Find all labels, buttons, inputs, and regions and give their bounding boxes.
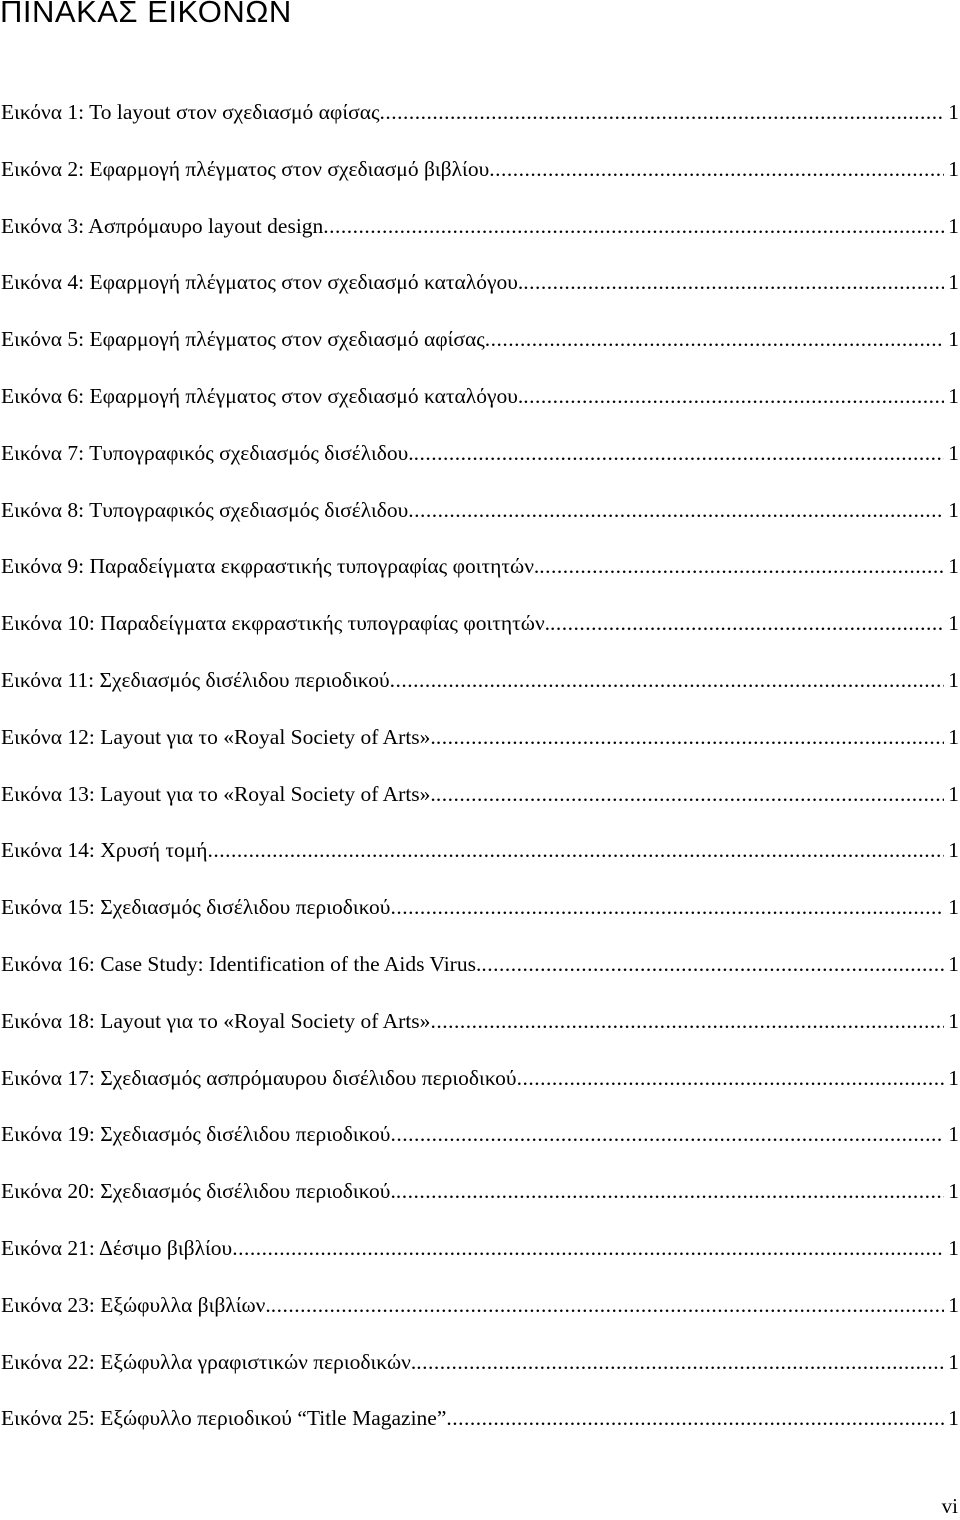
toc-entry[interactable] [0, 838, 960, 895]
toc-entry-page: 1 [948, 270, 959, 295]
figure-index-list [0, 100, 960, 1463]
toc-dot-leader [208, 838, 945, 863]
toc-entry-page: 1 [948, 781, 959, 806]
toc-entry-label: Εικόνα 6: Εφαρμογή πλέγματος στον σχεδιασμό καταλόγου. [1, 383, 524, 408]
toc-entry[interactable] [0, 441, 960, 498]
toc-entry[interactable] [0, 498, 960, 555]
toc-entry[interactable] [0, 1350, 960, 1407]
toc-entry-page: 1 [948, 440, 959, 465]
toc-dot-leader [539, 554, 944, 579]
toc-entry-page: 1 [948, 1349, 959, 1374]
toc-entry[interactable] [0, 270, 960, 327]
toc-dot-leader [390, 895, 944, 920]
toc-entry[interactable] [0, 157, 960, 214]
toc-dot-leader [396, 1179, 944, 1204]
toc-entry[interactable] [0, 1122, 960, 1179]
toc-entry-label: Εικόνα 11: Σχεδιασμός δισέλιδου περιοδικού [1, 667, 390, 692]
toc-entry[interactable] [0, 100, 960, 157]
toc-entry[interactable] [0, 1293, 960, 1350]
toc-dot-leader [414, 441, 945, 466]
toc-entry-page: 1 [948, 1008, 959, 1033]
toc-entry[interactable] [0, 1009, 960, 1066]
toc-entry[interactable] [0, 327, 960, 384]
toc-entry[interactable] [0, 214, 960, 271]
toc-entry-label: Εικόνα 13: Layout για το «Royal Society of Arts». [1, 781, 436, 806]
page-number: vi [941, 1494, 958, 1518]
toc-entry-label: Εικόνα 20: Σχεδιασμός δισέλιδου περιοδικού. [1, 1179, 396, 1204]
toc-entry-label: Εικόνα 16: Case Study: Identification of the Aids Virus. [1, 951, 482, 976]
toc-entry[interactable] [0, 1406, 960, 1463]
toc-entry-label: Εικόνα 5: Εφαρμογή πλέγματος στον σχεδιασμό αφίσας [1, 327, 485, 352]
toc-dot-leader [390, 668, 945, 693]
toc-dot-leader [485, 327, 944, 352]
toc-entry-page: 1 [948, 383, 959, 408]
toc-entry-page: 1 [948, 554, 959, 579]
toc-dot-leader [430, 1009, 944, 1034]
toc-dot-leader [481, 952, 944, 977]
toc-entry-label: Εικόνα 18: Layout για το «Royal Society of Arts» [1, 1008, 431, 1033]
toc-entry[interactable] [0, 782, 960, 839]
toc-dot-leader [489, 157, 944, 182]
toc-entry-page: 1 [948, 1065, 959, 1090]
toc-dot-leader [323, 214, 944, 239]
toc-dot-leader [517, 1066, 945, 1091]
toc-entry-page: 1 [948, 611, 959, 636]
toc-entry-label: Εικόνα 21: Δέσιμο βιβλίου [1, 1235, 233, 1260]
toc-entry-label: Εικόνα 3: Ασπρόμαυρο layout design [1, 213, 324, 238]
toc-dot-leader [523, 270, 944, 295]
toc-dot-leader [232, 1236, 944, 1261]
toc-dot-leader [550, 611, 944, 636]
toc-entry-page: 1 [948, 1179, 959, 1204]
toc-entry[interactable] [0, 668, 960, 725]
toc-dot-leader [379, 100, 944, 125]
toc-entry[interactable] [0, 554, 960, 611]
toc-entry-label: Εικόνα 10: Παραδείγματα εκφραστικής τυπογραφίας φοιτητών. [1, 611, 551, 636]
toc-entry-label: Εικόνα 25: Εξώφυλλο περιοδικού “Title Magazine” [1, 1406, 447, 1431]
toc-dot-leader [271, 1293, 944, 1318]
page-title: ΠΙΝΑΚΑΣ ΕΙΚΟΝΩΝ [0, 0, 292, 29]
toc-entry[interactable] [0, 725, 960, 782]
toc-entry-page: 1 [948, 667, 959, 692]
toc-entry-page: 1 [948, 724, 959, 749]
toc-entry-label: Εικόνα 9: Παραδείγματα εκφραστικής τυπογραφίας φοιτητών. [1, 554, 540, 579]
toc-entry-label: Εικόνα 17: Σχεδιασμός ασπρόμαυρου δισέλιδου περιοδικού [1, 1065, 517, 1090]
toc-entry[interactable] [0, 895, 960, 952]
toc-entry-page: 1 [948, 1406, 959, 1431]
toc-entry-page: 1 [948, 1235, 959, 1260]
toc-dot-leader [523, 384, 944, 409]
toc-entry-label: Εικόνα 8: Τυπογραφικός σχεδιασμός δισέλιδου [1, 497, 409, 522]
toc-dot-leader [416, 1350, 944, 1375]
toc-entry[interactable] [0, 1236, 960, 1293]
toc-entry-page: 1 [948, 100, 959, 124]
toc-entry[interactable] [0, 952, 960, 1009]
toc-entry-page: 1 [948, 895, 959, 920]
toc-entry-label: Εικόνα 1: Το layout στον σχεδιασμό αφίσας [1, 100, 380, 124]
toc-entry[interactable] [0, 1066, 960, 1123]
toc-entry[interactable] [0, 611, 960, 668]
toc-entry-page: 1 [948, 1122, 959, 1147]
toc-entry-label: Εικόνα 19: Σχεδιασμός δισέλιδου περιοδικού [1, 1122, 391, 1147]
toc-entry-page: 1 [948, 1292, 959, 1317]
toc-entry[interactable] [0, 1179, 960, 1236]
toc-entry-page: 1 [948, 327, 959, 352]
toc-dot-leader [390, 1122, 944, 1147]
toc-entry-label: Εικόνα 15: Σχεδιασμός δισέλιδου περιοδικού [1, 895, 391, 920]
toc-entry-page: 1 [948, 838, 959, 863]
toc-entry-label: Εικόνα 23: Εξώφυλλα βιβλίων. [1, 1292, 271, 1317]
toc-entry-label: Εικόνα 12: Layout για το «Royal Society of Arts». [1, 724, 436, 749]
toc-entry-label: Εικόνα 4: Εφαρμογή πλέγματος στον σχεδιασμό καταλόγου. [1, 270, 524, 295]
toc-entry-label: Εικόνα 2: Εφαρμογή πλέγματος στον σχεδιασμό βιβλίου [1, 156, 490, 181]
toc-dot-leader [446, 1406, 944, 1431]
toc-dot-leader [436, 725, 944, 750]
toc-dot-leader [408, 498, 944, 523]
toc-entry-label: Εικόνα 22: Εξώφυλλα γραφιστικών περιοδικών. [1, 1349, 417, 1374]
toc-entry-page: 1 [948, 497, 959, 522]
toc-entry-label: Εικόνα 7: Τυπογραφικός σχεδιασμός δισέλιδου. [1, 440, 414, 465]
toc-entry-page: 1 [948, 156, 959, 181]
toc-entry-page: 1 [948, 213, 959, 238]
toc-entry-page: 1 [948, 951, 959, 976]
toc-entry[interactable] [0, 384, 960, 441]
toc-dot-leader [436, 782, 944, 807]
toc-entry-label: Εικόνα 14: Χρυσή τομή [1, 838, 208, 863]
